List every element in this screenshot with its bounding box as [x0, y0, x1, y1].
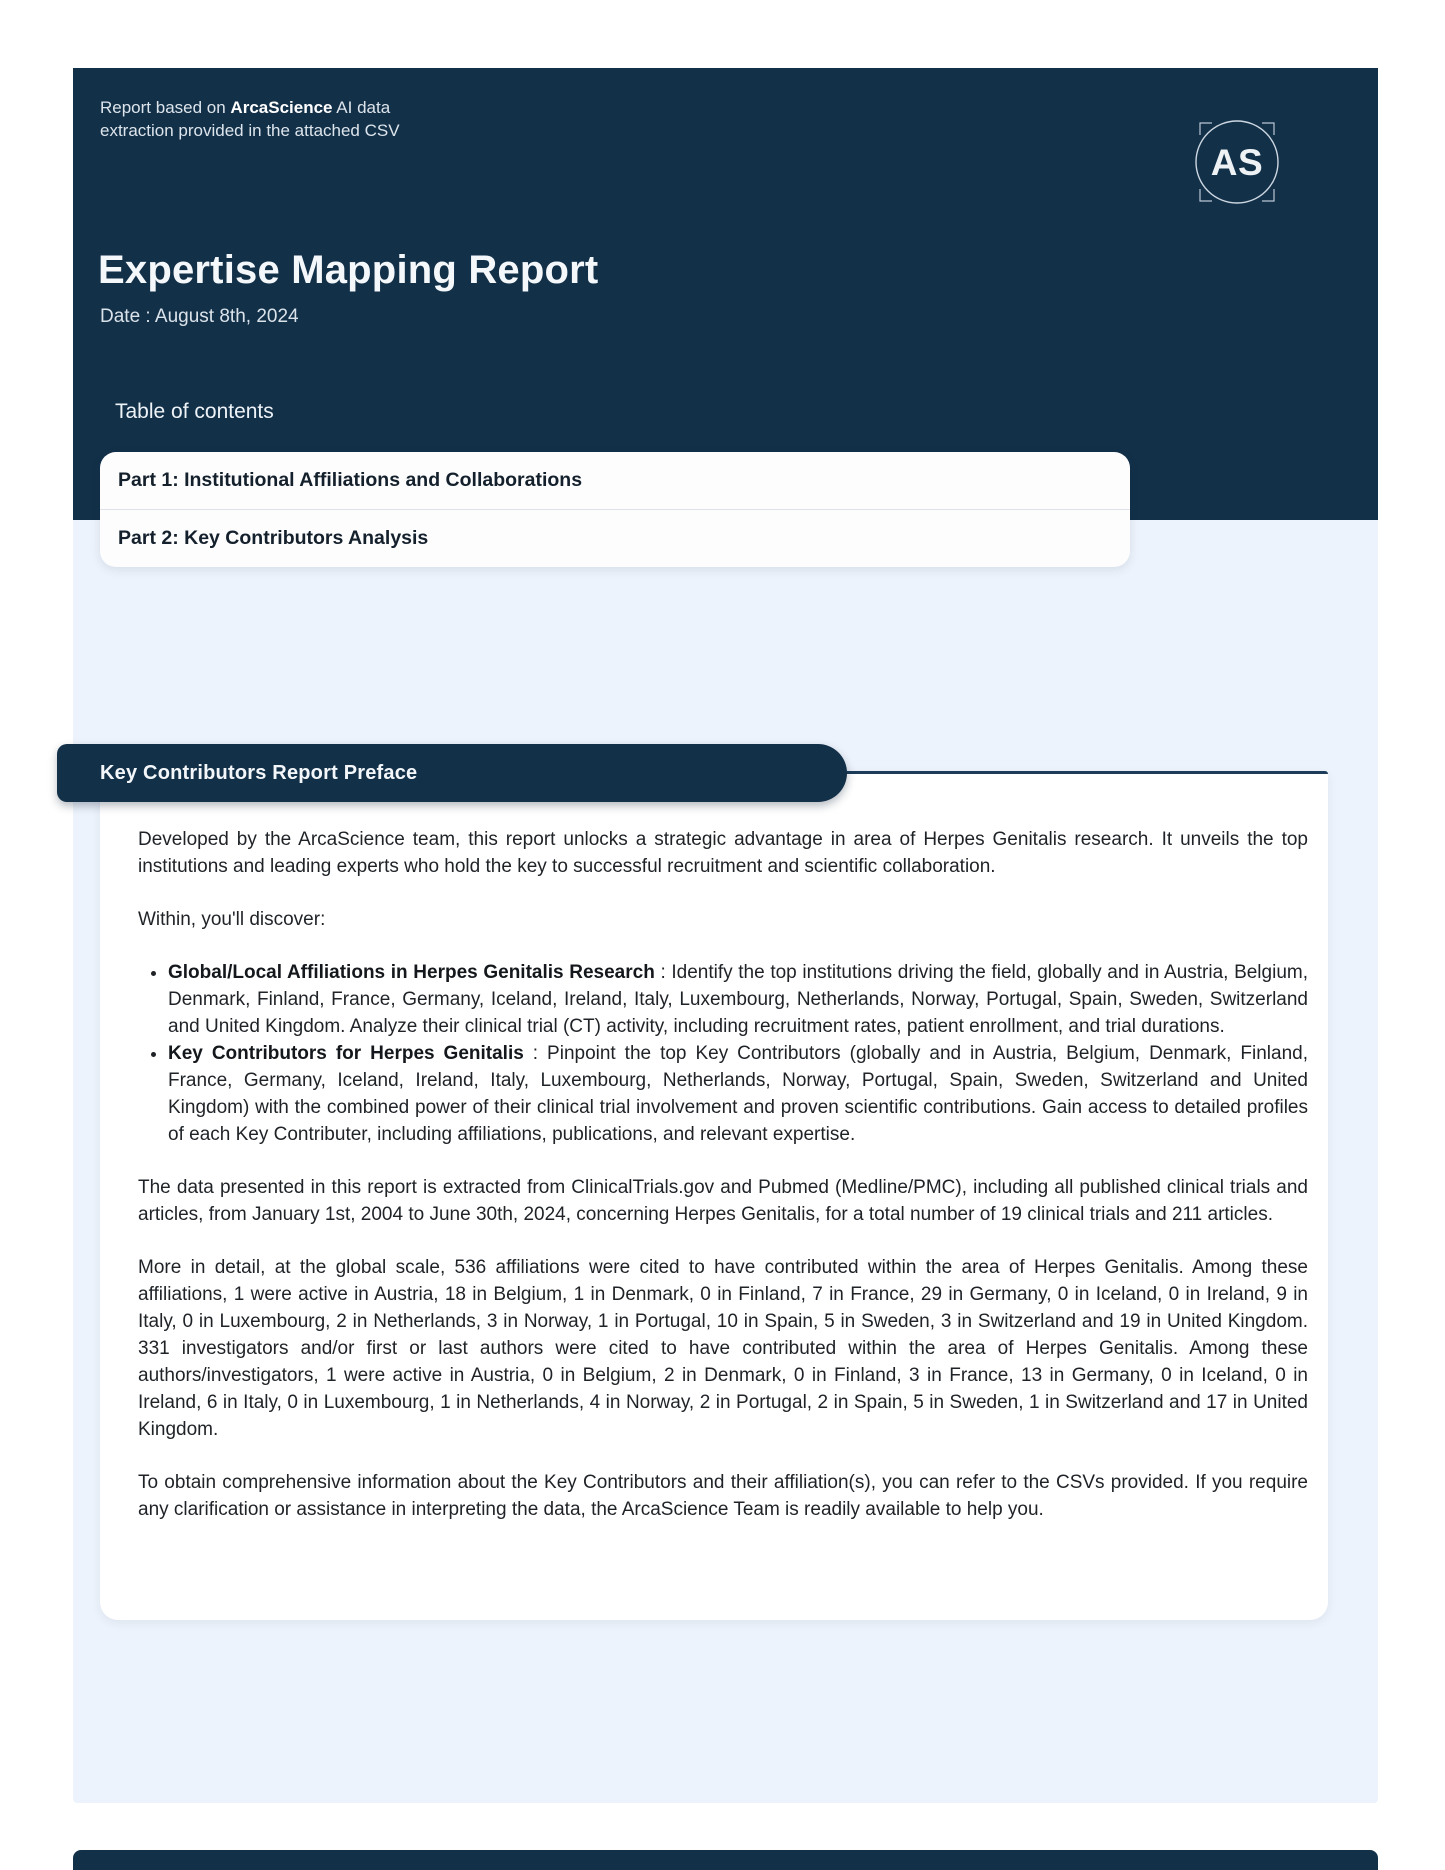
- bullet-affiliations-title: Global/Local Affiliations in Herpes Genitalis Research: [168, 962, 655, 983]
- brand-name: ArcaScience: [230, 98, 333, 117]
- preface-paragraph-data-sources: The data presented in this report is extracted from ClinicalTrials.gov and Pubmed (Medline/PMC), including all published clinical trials and articles, from January 1st, 2004 to June 30th, 2024, concerning Herpes Genitalis, for a total number of 19 clinical trials and 211 articles.: [138, 1177, 1308, 1225]
- header-note-suffix: AI data extraction provided in the attached CSV: [100, 98, 400, 140]
- toc-heading: Table of contents: [115, 400, 274, 423]
- logo-text: AS: [1210, 142, 1264, 183]
- header-note: [100, 96, 400, 142]
- bullet-affiliations: [168, 959, 1308, 1040]
- preface-paragraph-closing: To obtain comprehensive information about the Key Contributors and their affiliation(s), you can refer to the CSVs provided. If you require any clarification or assistance in interpreting the data, the ArcaScience Team is readily available to help you.: [138, 1472, 1308, 1520]
- header-note-prefix: Report based on: [100, 98, 231, 117]
- page-title: Expertise Mapping Report: [98, 248, 599, 292]
- bullet-key-contributors-text: : Pinpoint the top Key Contributors (globally and in Austria, Belgium, Denmark, Finland, France, Germany, Iceland, Ireland, Italy, Luxembourg, Netherlands, Norway, Portugal, Spain, Sweden, Switzerland and United Kingdom) with the combined power of their clinical trial involvement and proven scientific contributions. Gain access to detailed profiles of each Key Contributer, including affiliations, publications, and relevant expertise.: [168, 1043, 1308, 1145]
- preface-content-card: [100, 771, 1328, 1620]
- bullet-affiliations-text: : Identify the top institutions driving the field, globally and in Austria, Belgium, Denmark, Finland, France, Germany, Iceland, Ireland, Italy, Luxembourg, Netherlands, Norway, Portugal, Spain, Sweden, Switzerland and United Kingdom. Analyze their clinical trial (CT) activity, including recruitment rates, patient enrollment, and trial durations.: [168, 962, 1308, 1037]
- preface-paragraph-intro: Developed by the ArcaScience team, this report unlocks a strategic advantage in area of Herpes Genitalis research. It unveils the top institutions and leading experts who hold the key to successful recruitment and scientific collaboration.: [138, 829, 1308, 877]
- toc-card: [100, 452, 1130, 567]
- preface-paragraph-detail-stats: More in detail, at the global scale, 536 affiliations were cited to have contributed within the area of Herpes Genitalis. Among these affiliations, 1 were active in Austria, 18 in Belgium, 1 in Denmark, 0 in Finland, 7 in France, 29 in Germany, 0 in Iceland, 0 in Ireland, 9 in Italy, 0 in Luxembourg, 2 in Netherlands, 3 in Norway, 1 in Portugal, 10 in Spain, 5 in Sweden, 3 in Switzerland and 19 in United Kingdom. 331 investigators and/or first or last authors were cited to have contributed within the area of Herpes Genitalis. Among these authors/investigators, 1 were active in Austria, 0 in Belgium, 2 in Denmark, 0 in Finland, 3 in France, 13 in Germany, 0 in Iceland, 0 in Ireland, 6 in Italy, 0 in Luxembourg, 1 in Netherlands, 4 in Norway, 2 in Portugal, 2 in Spain, 5 in Sweden, 1 in Switzerland and 17 in United Kingdom.: [138, 1257, 1308, 1440]
- bullet-key-contributors: [168, 1040, 1308, 1148]
- preface-banner: [57, 744, 847, 802]
- report-date: Date : August 8th, 2024: [100, 306, 299, 327]
- next-section-band: [73, 1850, 1378, 1870]
- preface-banner-title: Key Contributors Report Preface: [100, 761, 418, 784]
- preface-paragraph-discover: Within, you'll discover:: [138, 909, 326, 930]
- arcascience-logo-icon: [1190, 115, 1284, 209]
- toc-item-part2-label: Part 2: Key Contributors Analysis: [118, 527, 429, 549]
- toc-item-part1[interactable]: [100, 452, 1130, 509]
- toc-item-part2[interactable]: [100, 510, 1130, 567]
- preface-bullet-list: [138, 959, 1308, 1148]
- toc-item-part1-label: Part 1: Institutional Affiliations and Collaborations: [118, 469, 583, 491]
- bullet-key-contributors-title: Key Contributors for Herpes Genitalis: [168, 1043, 524, 1064]
